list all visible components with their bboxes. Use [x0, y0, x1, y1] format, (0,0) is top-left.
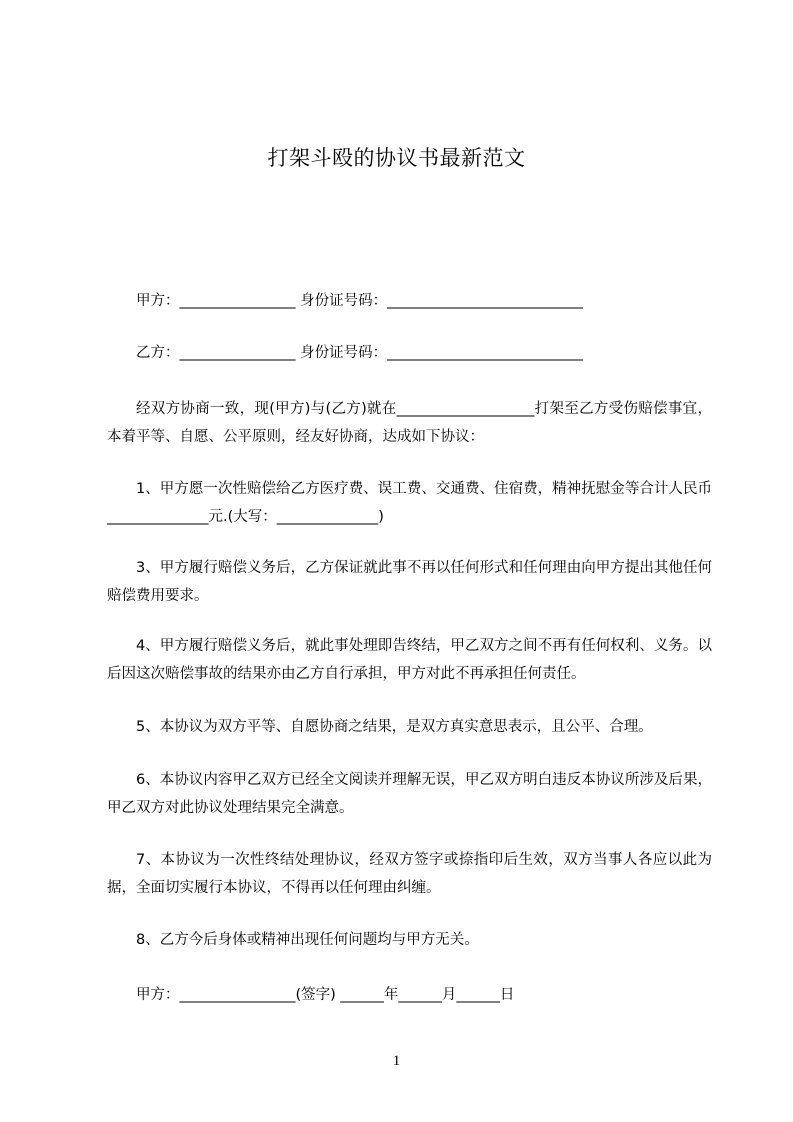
party-b-id-line: 乙方：________________ 身份证号码：___________________________: [136, 345, 583, 361]
clause-1: 1、甲方愿一次性赔偿给乙方医疗费、误工费、交通费、住宿费，精神抚慰金等合计人民币______________元.(大写：______________): [107, 481, 712, 525]
party-a-id-line: 甲方：________________ 身份证号码：___________________________: [136, 293, 583, 309]
clause-5: 5、本协议为双方平等、自愿协商之结果，是双方真实意思表示，且公平、合理。: [136, 719, 653, 735]
clause-6: 6、本协议内容甲乙双方已经全文阅读并理解无误，甲乙双方明白违反本协议所涉及后果，甲乙双方对此协议处理结果完全满意。: [107, 772, 712, 816]
clause-3: 3、甲方履行赔偿义务后，乙方保证就此事不再以任何形式和任何理由向甲方提出其他任何赔偿费用要求。: [107, 560, 712, 604]
intro-paragraph: 经双方协商一致，现(甲方)与(乙方)就在___________________打架至乙方受伤赔偿事宜，本着平等、自愿、公平原则，经友好协商，达成如下协议：: [107, 401, 712, 445]
clause-4: 4、甲方履行赔偿义务后，就此事处理即告终结，甲乙双方之间不再有任何权利、义务。以后因这次赔偿事故的结果亦由乙方自行承担，甲方对此不再承担任何责任。: [107, 638, 712, 682]
document-title: 打架斗殴的协议书最新范文: [267, 146, 526, 170]
clause-8: 8、乙方今后身体或精神出现任何问题均与甲方无关。: [136, 932, 479, 948]
clause-7: 7、本协议为一次性终结处理协议，经双方签字或捺指印后生效，双方当事人各应以此为据，全面切实履行本协议，不得再以任何理由纠缠。: [107, 852, 712, 896]
page-number: 1: [392, 1053, 401, 1069]
signature-line: 甲方：________________(签字) ______年______月______日: [136, 987, 515, 1003]
